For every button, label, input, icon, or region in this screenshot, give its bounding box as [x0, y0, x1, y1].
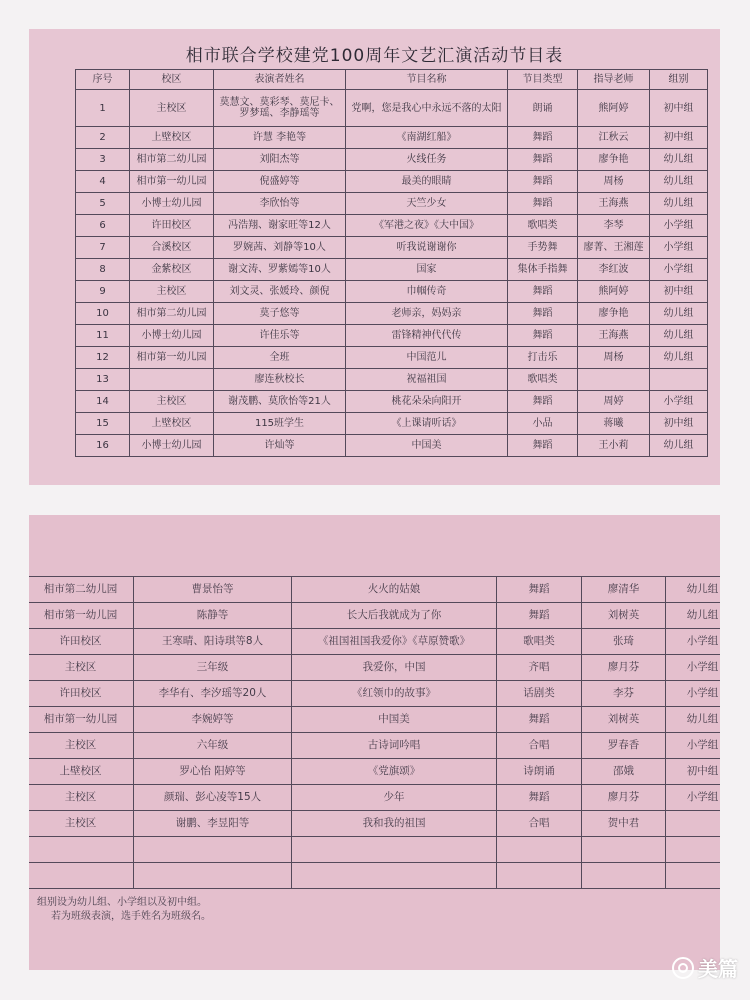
table-cell: 相市第一幼儿园 — [130, 347, 214, 369]
table-cell: 廖争艳 — [578, 149, 650, 171]
table-cell: 舞蹈 — [508, 435, 578, 457]
table-cell: 舞蹈 — [508, 281, 578, 303]
table-cell: 相市第二幼儿园 — [130, 149, 214, 171]
table-cell: 火火的姑娘 — [292, 577, 497, 603]
table-cell: 邵娥 — [582, 759, 666, 785]
table-cell: 小学组 — [666, 629, 721, 655]
table-cell: 李琴 — [578, 215, 650, 237]
table-cell: 许慧 李艳等 — [214, 127, 346, 149]
table-cell: 相市第二幼儿园 — [29, 577, 134, 603]
table-cell: 我爱你，中国 — [292, 655, 497, 681]
table-cell: 9 — [76, 281, 130, 303]
table-cell: 颜瑞、彭心凌等15人 — [134, 785, 292, 811]
table-cell: 六年级 — [134, 733, 292, 759]
table-cell: 廖月芬 — [582, 785, 666, 811]
table-cell: 小品 — [508, 413, 578, 435]
table-cell: 集体手指舞 — [508, 259, 578, 281]
table-cell — [666, 863, 721, 889]
table-cell: 周杨 — [578, 171, 650, 193]
table-cell: 李欣怡等 — [214, 193, 346, 215]
table-cell: 小学组 — [650, 237, 708, 259]
table-row — [29, 629, 720, 655]
table-row — [76, 435, 708, 457]
column-header: 指导老师 — [578, 70, 650, 90]
table-row — [29, 681, 720, 707]
column-header: 校区 — [130, 70, 214, 90]
table-cell: 最美的眼睛 — [346, 171, 508, 193]
table-cell: 小学组 — [666, 681, 721, 707]
table-cell — [134, 837, 292, 863]
table-cell: 三年级 — [134, 655, 292, 681]
table-cell: 初中组 — [666, 759, 721, 785]
table-cell: 王寒晴、阳诗琪等8人 — [134, 629, 292, 655]
table-cell: 朗诵 — [508, 90, 578, 127]
table-cell: 主校区 — [130, 281, 214, 303]
table-row — [76, 215, 708, 237]
table-cell: 15 — [76, 413, 130, 435]
table-cell: 相市第一幼儿园 — [130, 171, 214, 193]
table-cell: 合唱 — [497, 811, 582, 837]
table-cell: 舞蹈 — [497, 603, 582, 629]
table-cell: 主校区 — [29, 655, 134, 681]
table-cell: 合唱 — [497, 733, 582, 759]
table-row — [29, 759, 720, 785]
table-row — [29, 707, 720, 733]
table-cell: 话剧类 — [497, 681, 582, 707]
table-cell: 7 — [76, 237, 130, 259]
table-row — [76, 171, 708, 193]
table-cell: 小博士幼儿园 — [130, 193, 214, 215]
table-cell: 115班学生 — [214, 413, 346, 435]
table-cell: 廖菁、王湘莲 — [578, 237, 650, 259]
table-cell: 14 — [76, 391, 130, 413]
table-body-continued — [29, 577, 720, 889]
table-row — [76, 281, 708, 303]
table-cell: 张琦 — [582, 629, 666, 655]
table-cell: 舞蹈 — [508, 325, 578, 347]
column-header: 表演者姓名 — [214, 70, 346, 90]
table-row — [29, 655, 720, 681]
table-cell: 刘树英 — [582, 603, 666, 629]
table-cell: 许灿等 — [214, 435, 346, 457]
table-cell: 火线任务 — [346, 149, 508, 171]
table-cell: 周杨 — [578, 347, 650, 369]
table-cell: 巾帼传奇 — [346, 281, 508, 303]
table-cell: 幼儿组 — [666, 603, 721, 629]
table-cell: 幼儿组 — [650, 325, 708, 347]
table-cell: 少年 — [292, 785, 497, 811]
table-cell: 《党旗颂》 — [292, 759, 497, 785]
table-row — [29, 577, 720, 603]
table-cell: 相市第一幼儿园 — [29, 707, 134, 733]
table-cell: 谢鹏、李昱阳等 — [134, 811, 292, 837]
table-cell — [666, 837, 721, 863]
table-row — [76, 325, 708, 347]
table-cell: 手势舞 — [508, 237, 578, 259]
table-cell: 13 — [76, 369, 130, 391]
table-row — [29, 603, 720, 629]
table-cell: 许田校区 — [29, 681, 134, 707]
table-cell: 江秋云 — [578, 127, 650, 149]
table-cell — [578, 369, 650, 391]
table-cell: 谢茂鹏、莫欣怡等21人 — [214, 391, 346, 413]
table-cell: 桃花朵朵向阳开 — [346, 391, 508, 413]
table-cell: 曹景怡等 — [134, 577, 292, 603]
table-cell: 《军港之夜》《大中国》 — [346, 215, 508, 237]
table-cell: 王海燕 — [578, 325, 650, 347]
table-cell: 长大后我就成为了你 — [292, 603, 497, 629]
table-row — [29, 837, 720, 863]
table-cell: 党啊，您是我心中永远不落的太阳 — [346, 90, 508, 127]
column-header: 序号 — [76, 70, 130, 90]
table-cell: 齐唱 — [497, 655, 582, 681]
table-cell: 歌唱类 — [508, 369, 578, 391]
table-cell: 刘文灵、张媛玲、颜倪 — [214, 281, 346, 303]
table-cell: 古诗词吟唱 — [292, 733, 497, 759]
table-row — [76, 149, 708, 171]
table-cell: 刘树英 — [582, 707, 666, 733]
table-cell: 王海燕 — [578, 193, 650, 215]
table-cell: 小学组 — [666, 785, 721, 811]
table-cell: 打击乐 — [508, 347, 578, 369]
table-cell: 幼儿组 — [650, 149, 708, 171]
table-cell: 幼儿组 — [650, 435, 708, 457]
table-cell: 金紫校区 — [130, 259, 214, 281]
document-title: 相市联合学校建党100周年文艺汇演活动节目表 — [185, 46, 564, 66]
column-header: 节目名称 — [346, 70, 508, 90]
table-cell: 《红领巾的故事》 — [292, 681, 497, 707]
table-row — [29, 733, 720, 759]
table-row — [29, 811, 720, 837]
table-cell: 舞蹈 — [508, 149, 578, 171]
table-cell: 幼儿组 — [650, 171, 708, 193]
table-cell: 4 — [76, 171, 130, 193]
table-cell: 初中组 — [650, 281, 708, 303]
table-row — [76, 90, 708, 127]
table-cell: 主校区 — [130, 90, 214, 127]
table-cell: 贺中君 — [582, 811, 666, 837]
table-cell: 舞蹈 — [508, 391, 578, 413]
table-cell: 老师亲，妈妈亲 — [346, 303, 508, 325]
table-row — [29, 863, 720, 889]
table-cell — [666, 811, 721, 837]
table-cell: 2 — [76, 127, 130, 149]
table-cell: 中国范儿 — [346, 347, 508, 369]
table-cell: 上壁校区 — [29, 759, 134, 785]
table-cell — [130, 369, 214, 391]
table-cell: 熊阿婷 — [578, 281, 650, 303]
table-cell: 10 — [76, 303, 130, 325]
table-cell — [497, 863, 582, 889]
table-cell: 幼儿组 — [650, 303, 708, 325]
table-cell: 舞蹈 — [508, 193, 578, 215]
table-cell: 《南湖红船》 — [346, 127, 508, 149]
table-cell: 罗春香 — [582, 733, 666, 759]
table-cell: 罗心怡 阳婷等 — [134, 759, 292, 785]
table-cell — [134, 863, 292, 889]
table-cell: 许田校区 — [29, 629, 134, 655]
table-cell — [497, 837, 582, 863]
table-row — [29, 785, 720, 811]
table-cell: 6 — [76, 215, 130, 237]
table-cell: 舞蹈 — [497, 785, 582, 811]
table-cell: 幼儿组 — [666, 707, 721, 733]
table-cell: 幼儿组 — [650, 193, 708, 215]
table-cell: 主校区 — [29, 811, 134, 837]
table-cell: 16 — [76, 435, 130, 457]
table-cell: 许田校区 — [130, 215, 214, 237]
table-cell: 主校区 — [29, 785, 134, 811]
table-cell: 8 — [76, 259, 130, 281]
table-cell: 舞蹈 — [497, 577, 582, 603]
table-cell: 倪盛婷等 — [214, 171, 346, 193]
table-cell: 许佳乐等 — [214, 325, 346, 347]
table-header-row — [76, 70, 708, 90]
table-cell: 主校区 — [130, 391, 214, 413]
program-schedule-table — [75, 69, 708, 457]
table-cell: 熊阿婷 — [578, 90, 650, 127]
table-body — [76, 90, 708, 457]
table-cell: 蒋曦 — [578, 413, 650, 435]
table-row — [76, 413, 708, 435]
table-cell: 幼儿组 — [666, 577, 721, 603]
table-cell: 主校区 — [29, 733, 134, 759]
document-photo-top — [29, 29, 720, 485]
footnote-line-1: 组别设为幼儿组、小学组以及初中组。 — [37, 897, 207, 908]
table-cell: 歌唱类 — [508, 215, 578, 237]
table-cell: 陈静等 — [134, 603, 292, 629]
table-cell — [292, 863, 497, 889]
table-cell — [292, 837, 497, 863]
table-cell — [650, 369, 708, 391]
table-row — [76, 259, 708, 281]
table-cell: 李婉婷等 — [134, 707, 292, 733]
table-cell: 中国美 — [292, 707, 497, 733]
table-cell — [582, 863, 666, 889]
table-cell: 3 — [76, 149, 130, 171]
table-row — [76, 391, 708, 413]
table-cell: 舞蹈 — [508, 171, 578, 193]
table-cell: 听我说谢谢你 — [346, 237, 508, 259]
table-cell: 莫慧文、莫彩琴、莫尼卡、罗梦瑶、李静瑶等 — [214, 90, 346, 127]
table-cell: 小博士幼儿园 — [130, 435, 214, 457]
table-cell: 国家 — [346, 259, 508, 281]
table-cell: 全班 — [214, 347, 346, 369]
table-cell: 廖连秋校长 — [214, 369, 346, 391]
table-cell: 初中组 — [650, 127, 708, 149]
table-cell: 罗婉茜、刘静等10人 — [214, 237, 346, 259]
table-cell: 舞蹈 — [497, 707, 582, 733]
table-cell: 小学组 — [650, 391, 708, 413]
table-cell: 刘阳杰等 — [214, 149, 346, 171]
column-header: 组别 — [650, 70, 708, 90]
table-cell: 莫子悠等 — [214, 303, 346, 325]
table-cell: 相市第二幼儿园 — [130, 303, 214, 325]
table-row — [76, 127, 708, 149]
table-cell: 周婷 — [578, 391, 650, 413]
table-cell: 上壁校区 — [130, 413, 214, 435]
table-cell: 冯浩翔、谢家旺等12人 — [214, 215, 346, 237]
table-cell: 5 — [76, 193, 130, 215]
table-cell: 诗朗诵 — [497, 759, 582, 785]
table-cell: 幼儿组 — [650, 347, 708, 369]
program-schedule-table-continued — [29, 576, 720, 889]
table-cell: 舞蹈 — [508, 127, 578, 149]
table-cell: 我和我的祖国 — [292, 811, 497, 837]
table-cell: 小学组 — [650, 215, 708, 237]
table-row — [76, 303, 708, 325]
table-cell: 李芬 — [582, 681, 666, 707]
table-cell: 中国美 — [346, 435, 508, 457]
table-row — [76, 347, 708, 369]
table-cell: 天竺少女 — [346, 193, 508, 215]
column-header: 节目类型 — [508, 70, 578, 90]
table-cell: 歌唱类 — [497, 629, 582, 655]
table-row — [76, 369, 708, 391]
table-cell: 廖清华 — [582, 577, 666, 603]
table-row — [76, 237, 708, 259]
table-cell: 李红波 — [578, 259, 650, 281]
table-cell: 12 — [76, 347, 130, 369]
table-cell: 舞蹈 — [508, 303, 578, 325]
table-cell: 王小莉 — [578, 435, 650, 457]
table-cell: 1 — [76, 90, 130, 127]
table-cell: 谢文涛、罗紫嫣等10人 — [214, 259, 346, 281]
table-cell: 小学组 — [650, 259, 708, 281]
table-cell: 11 — [76, 325, 130, 347]
table-cell: 《上课请听话》 — [346, 413, 508, 435]
table-cell: 廖月芬 — [582, 655, 666, 681]
table-cell: 廖争艳 — [578, 303, 650, 325]
document-photo-bottom — [29, 515, 720, 970]
table-cell: 合溪校区 — [130, 237, 214, 259]
footnote-line-2: 若为班级表演，选手姓名为班级名。 — [51, 911, 211, 922]
table-cell: 相市第一幼儿园 — [29, 603, 134, 629]
table-cell: 《祖国祖国我爱你》《草原赞歌》 — [292, 629, 497, 655]
watermark-text: 美篇 — [698, 957, 738, 981]
table-cell: 上壁校区 — [130, 127, 214, 149]
table-cell — [29, 863, 134, 889]
table-cell — [29, 837, 134, 863]
table-cell: 初中组 — [650, 413, 708, 435]
table-cell: 初中组 — [650, 90, 708, 127]
table-cell: 小学组 — [666, 655, 721, 681]
table-cell: 小博士幼儿园 — [130, 325, 214, 347]
watermark — [672, 953, 738, 982]
table-row — [76, 193, 708, 215]
table-cell: 祝福祖国 — [346, 369, 508, 391]
meipian-logo-icon — [672, 957, 694, 979]
table-cell: 雷锋精神代代传 — [346, 325, 508, 347]
table-cell: 小学组 — [666, 733, 721, 759]
table-cell — [582, 837, 666, 863]
table-cell: 李华有、李汐瑶等20人 — [134, 681, 292, 707]
